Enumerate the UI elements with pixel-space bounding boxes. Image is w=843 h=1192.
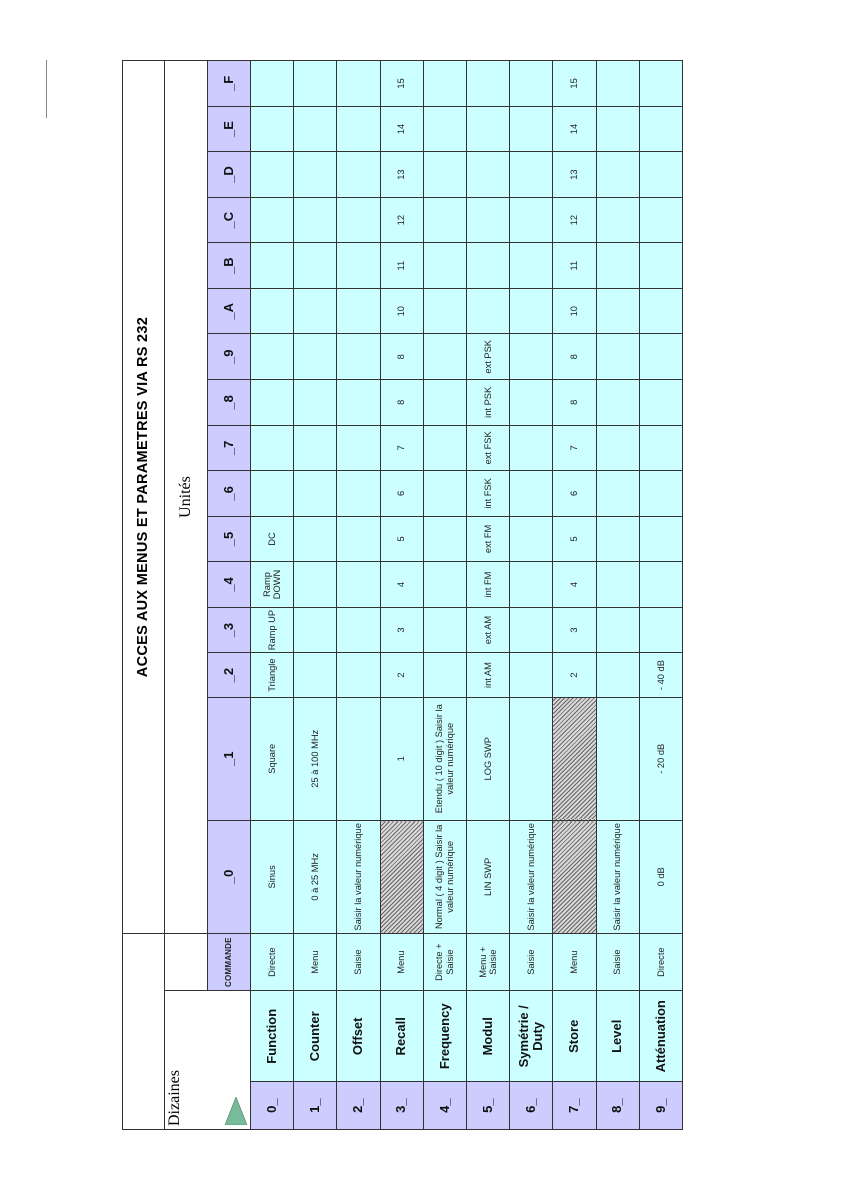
table-row xyxy=(380,61,423,1130)
table-cell: 15 xyxy=(553,61,596,107)
table-cell xyxy=(423,380,466,426)
table-cell: 15 xyxy=(380,61,423,107)
row-command: Menu xyxy=(294,934,337,991)
table-cell xyxy=(466,61,509,107)
table-cell xyxy=(337,471,380,517)
shaded-cell xyxy=(553,697,596,820)
table-cell: 4 xyxy=(380,562,423,608)
column-header-f: _F xyxy=(208,61,251,107)
table-cell: Saisir la valeur numérique xyxy=(510,820,553,933)
column-header-6: _6 xyxy=(208,471,251,517)
column-header-2: _2 xyxy=(208,653,251,697)
table-cell xyxy=(251,197,294,243)
table-cell xyxy=(423,471,466,517)
column-header-b: _B xyxy=(208,243,251,289)
table-cell xyxy=(294,243,337,289)
table-cell xyxy=(510,197,553,243)
row-command: Menu xyxy=(553,934,596,991)
page-title: ACCES AUX MENUS ET PARAMETRES VIA RS 232 xyxy=(123,61,165,934)
table-cell: 5 xyxy=(380,516,423,562)
table-cell xyxy=(596,197,639,243)
table-cell: ext FSK xyxy=(466,425,509,471)
row-command: Menu + Saisie xyxy=(466,934,509,991)
row-code: 8_ xyxy=(596,1082,639,1130)
table-cell xyxy=(596,243,639,289)
table-cell: 8 xyxy=(553,334,596,380)
table-cell xyxy=(294,61,337,107)
table-cell: Saisir la valeur numérique xyxy=(596,820,639,933)
table-cell xyxy=(510,562,553,608)
table-cell xyxy=(639,197,682,243)
table-cell xyxy=(294,516,337,562)
table-cell xyxy=(337,607,380,653)
table-row xyxy=(423,61,466,1130)
column-header-0: _0 xyxy=(208,820,251,933)
table-cell: Normal ( 4 digit ) Saisir la valeur numérique xyxy=(423,820,466,933)
table-cell xyxy=(294,471,337,517)
column-header-e: _E xyxy=(208,106,251,152)
margin-line xyxy=(46,60,47,118)
commande-spacer xyxy=(165,934,208,991)
row-command: Directe + Saisie xyxy=(423,934,466,991)
table-cell xyxy=(423,288,466,334)
column-header-1: _1 xyxy=(208,697,251,820)
table-cell xyxy=(466,197,509,243)
table-cell: 6 xyxy=(553,471,596,517)
column-header-7: _7 xyxy=(208,425,251,471)
table-cell xyxy=(423,607,466,653)
table-cell: int FSK xyxy=(466,471,509,517)
row-command: Saisie xyxy=(510,934,553,991)
table-cell: 11 xyxy=(380,243,423,289)
column-header-9: _9 xyxy=(208,334,251,380)
row-command: Saisie xyxy=(596,934,639,991)
shaded-cell xyxy=(553,820,596,933)
table-cell: 7 xyxy=(553,425,596,471)
table-cell: 14 xyxy=(380,106,423,152)
column-header-c: _C xyxy=(208,197,251,243)
row-code: 4_ xyxy=(423,1082,466,1130)
row-code: 0_ xyxy=(251,1082,294,1130)
table-cell xyxy=(510,61,553,107)
table-cell xyxy=(596,334,639,380)
table-cell xyxy=(423,243,466,289)
table-cell xyxy=(294,197,337,243)
table-cell: 12 xyxy=(553,197,596,243)
table-cell xyxy=(510,152,553,198)
table-cell xyxy=(294,653,337,697)
table-cell xyxy=(337,288,380,334)
table-cell: - 20 dB xyxy=(639,697,682,820)
table-cell xyxy=(639,471,682,517)
table-cell xyxy=(337,697,380,820)
table-cell xyxy=(596,653,639,697)
table-cell xyxy=(251,425,294,471)
table-cell: - 40 dB xyxy=(639,653,682,697)
commande-header: COMMANDE xyxy=(208,934,251,991)
table-cell: 8 xyxy=(380,380,423,426)
column-header-d: _D xyxy=(208,152,251,198)
table-cell xyxy=(294,380,337,426)
row-code: 5_ xyxy=(466,1082,509,1130)
table-cell: ext AM xyxy=(466,607,509,653)
table-cell: 12 xyxy=(380,197,423,243)
table-cell xyxy=(423,152,466,198)
table-cell: ext FM xyxy=(466,516,509,562)
table-cell xyxy=(423,653,466,697)
row-name: Symétrie / Duty xyxy=(510,991,553,1082)
table-cell xyxy=(251,106,294,152)
table-cell xyxy=(510,471,553,517)
table-cell: 2 xyxy=(380,653,423,697)
table-cell: 25 à 100 MHz xyxy=(294,697,337,820)
row-command: Directe xyxy=(251,934,294,991)
table-cell: int FM xyxy=(466,562,509,608)
table-cell xyxy=(294,106,337,152)
table-cell xyxy=(423,516,466,562)
unites-header: Unités xyxy=(165,61,208,934)
table-cell xyxy=(423,334,466,380)
row-name: Recall xyxy=(380,991,423,1082)
table-cell xyxy=(639,380,682,426)
table-cell xyxy=(596,471,639,517)
row-command: Menu xyxy=(380,934,423,991)
table-cell xyxy=(423,106,466,152)
table-cell: Ramp DOWN xyxy=(251,562,294,608)
rs232-access-table xyxy=(122,60,683,1130)
row-code: 7_ xyxy=(553,1082,596,1130)
table-cell xyxy=(337,562,380,608)
table-cell: LIN SWP xyxy=(466,820,509,933)
table-cell: 13 xyxy=(553,152,596,198)
table-cell xyxy=(510,653,553,697)
table-cell: 7 xyxy=(380,425,423,471)
table-cell xyxy=(596,152,639,198)
table-cell xyxy=(510,243,553,289)
shaded-cell xyxy=(380,820,423,933)
table-cell xyxy=(639,562,682,608)
table-cell xyxy=(294,152,337,198)
table-row xyxy=(466,61,509,1130)
row-name: Modul xyxy=(466,991,509,1082)
table-cell xyxy=(596,516,639,562)
table-cell xyxy=(510,516,553,562)
table-row xyxy=(510,61,553,1130)
table-cell: int PSK xyxy=(466,380,509,426)
table-cell: 4 xyxy=(553,562,596,608)
table-cell xyxy=(466,288,509,334)
table-cell xyxy=(337,106,380,152)
table-cell xyxy=(596,288,639,334)
table-row xyxy=(596,61,639,1130)
table-cell xyxy=(639,288,682,334)
table-cell xyxy=(639,607,682,653)
dizaines-label: Dizaines xyxy=(166,1070,183,1126)
table-cell xyxy=(251,61,294,107)
row-name: Atténuation xyxy=(639,991,682,1082)
table-cell xyxy=(251,288,294,334)
table-cell xyxy=(294,562,337,608)
table-cell: 0 à 25 MHz xyxy=(294,820,337,933)
table-cell xyxy=(294,607,337,653)
table-cell: 10 xyxy=(553,288,596,334)
row-code: 6_ xyxy=(510,1082,553,1130)
table-cell xyxy=(337,197,380,243)
table-cell xyxy=(337,380,380,426)
column-header-5: _5 xyxy=(208,516,251,562)
table-cell xyxy=(337,653,380,697)
table-cell xyxy=(337,152,380,198)
table-cell xyxy=(294,425,337,471)
table-cell xyxy=(466,243,509,289)
table-cell xyxy=(423,425,466,471)
row-name: Function xyxy=(251,991,294,1082)
table-cell xyxy=(466,152,509,198)
table-cell: 11 xyxy=(553,243,596,289)
table-cell xyxy=(639,334,682,380)
row-name: Level xyxy=(596,991,639,1082)
table-cell: 1 xyxy=(380,697,423,820)
row-code: 3_ xyxy=(380,1082,423,1130)
row-code: 1_ xyxy=(294,1082,337,1130)
table-cell xyxy=(423,61,466,107)
table-cell: 6 xyxy=(380,471,423,517)
rotated-page xyxy=(122,60,682,1130)
table-cell: 8 xyxy=(380,334,423,380)
column-header-a: _A xyxy=(208,288,251,334)
table-cell: DC xyxy=(251,516,294,562)
table-cell xyxy=(251,471,294,517)
table-cell xyxy=(596,607,639,653)
table-cell xyxy=(423,562,466,608)
table-cell xyxy=(251,152,294,198)
table-cell xyxy=(337,516,380,562)
table-cell: 13 xyxy=(380,152,423,198)
table-row xyxy=(294,61,337,1130)
column-header-3: _3 xyxy=(208,607,251,653)
table-cell: Etendu ( 10 digit ) Saisir la valeur numérique xyxy=(423,697,466,820)
table-cell: 14 xyxy=(553,106,596,152)
dizaines-header xyxy=(165,991,251,1130)
table-cell xyxy=(510,106,553,152)
table-cell xyxy=(423,197,466,243)
table-cell xyxy=(337,334,380,380)
column-header-8: _8 xyxy=(208,380,251,426)
table-row xyxy=(553,61,596,1130)
table-cell: 5 xyxy=(553,516,596,562)
table-cell xyxy=(337,243,380,289)
table-cell xyxy=(596,380,639,426)
table-cell: LOG SWP xyxy=(466,697,509,820)
table-cell xyxy=(251,380,294,426)
row-command: Directe xyxy=(639,934,682,991)
table-cell xyxy=(294,334,337,380)
table-cell xyxy=(639,152,682,198)
row-name: Frequency xyxy=(423,991,466,1082)
table-row xyxy=(337,61,380,1130)
table-cell xyxy=(251,243,294,289)
table-row xyxy=(639,61,682,1130)
table-cell: 2 xyxy=(553,653,596,697)
table-cell: Saisir la valeur numérique xyxy=(337,820,380,933)
table-cell xyxy=(337,61,380,107)
table-cell xyxy=(510,425,553,471)
table-cell: Sinus xyxy=(251,820,294,933)
table-cell xyxy=(596,697,639,820)
row-name: Offset xyxy=(337,991,380,1082)
row-name: Store xyxy=(553,991,596,1082)
table-cell xyxy=(510,607,553,653)
title-spacer xyxy=(123,934,165,1130)
table-cell xyxy=(639,61,682,107)
table-cell xyxy=(596,106,639,152)
table-cell: 8 xyxy=(553,380,596,426)
table-cell: 3 xyxy=(553,607,596,653)
table-cell: 10 xyxy=(380,288,423,334)
table-cell xyxy=(596,61,639,107)
table-cell xyxy=(294,288,337,334)
triangle-corner-icon xyxy=(225,1097,247,1125)
table-cell xyxy=(510,380,553,426)
table-cell xyxy=(510,697,553,820)
table-cell xyxy=(251,334,294,380)
table-cell: ext PSK xyxy=(466,334,509,380)
table-row xyxy=(251,61,294,1130)
row-code: 2_ xyxy=(337,1082,380,1130)
table-cell: int AM xyxy=(466,653,509,697)
row-name: Counter xyxy=(294,991,337,1082)
column-header-4: _4 xyxy=(208,562,251,608)
table-cell xyxy=(510,288,553,334)
table-cell: Square xyxy=(251,697,294,820)
table-cell xyxy=(639,425,682,471)
table-cell: 0 dB xyxy=(639,820,682,933)
row-code: 9_ xyxy=(639,1082,682,1130)
table-cell xyxy=(337,425,380,471)
table-cell xyxy=(510,334,553,380)
table-cell xyxy=(596,425,639,471)
row-command: Saisie xyxy=(337,934,380,991)
table-cell xyxy=(639,106,682,152)
table-cell xyxy=(639,243,682,289)
table-cell: Triangle xyxy=(251,653,294,697)
table-cell xyxy=(466,106,509,152)
table-cell: 3 xyxy=(380,607,423,653)
table-cell: Ramp UP xyxy=(251,607,294,653)
table-cell xyxy=(596,562,639,608)
table-cell xyxy=(639,516,682,562)
